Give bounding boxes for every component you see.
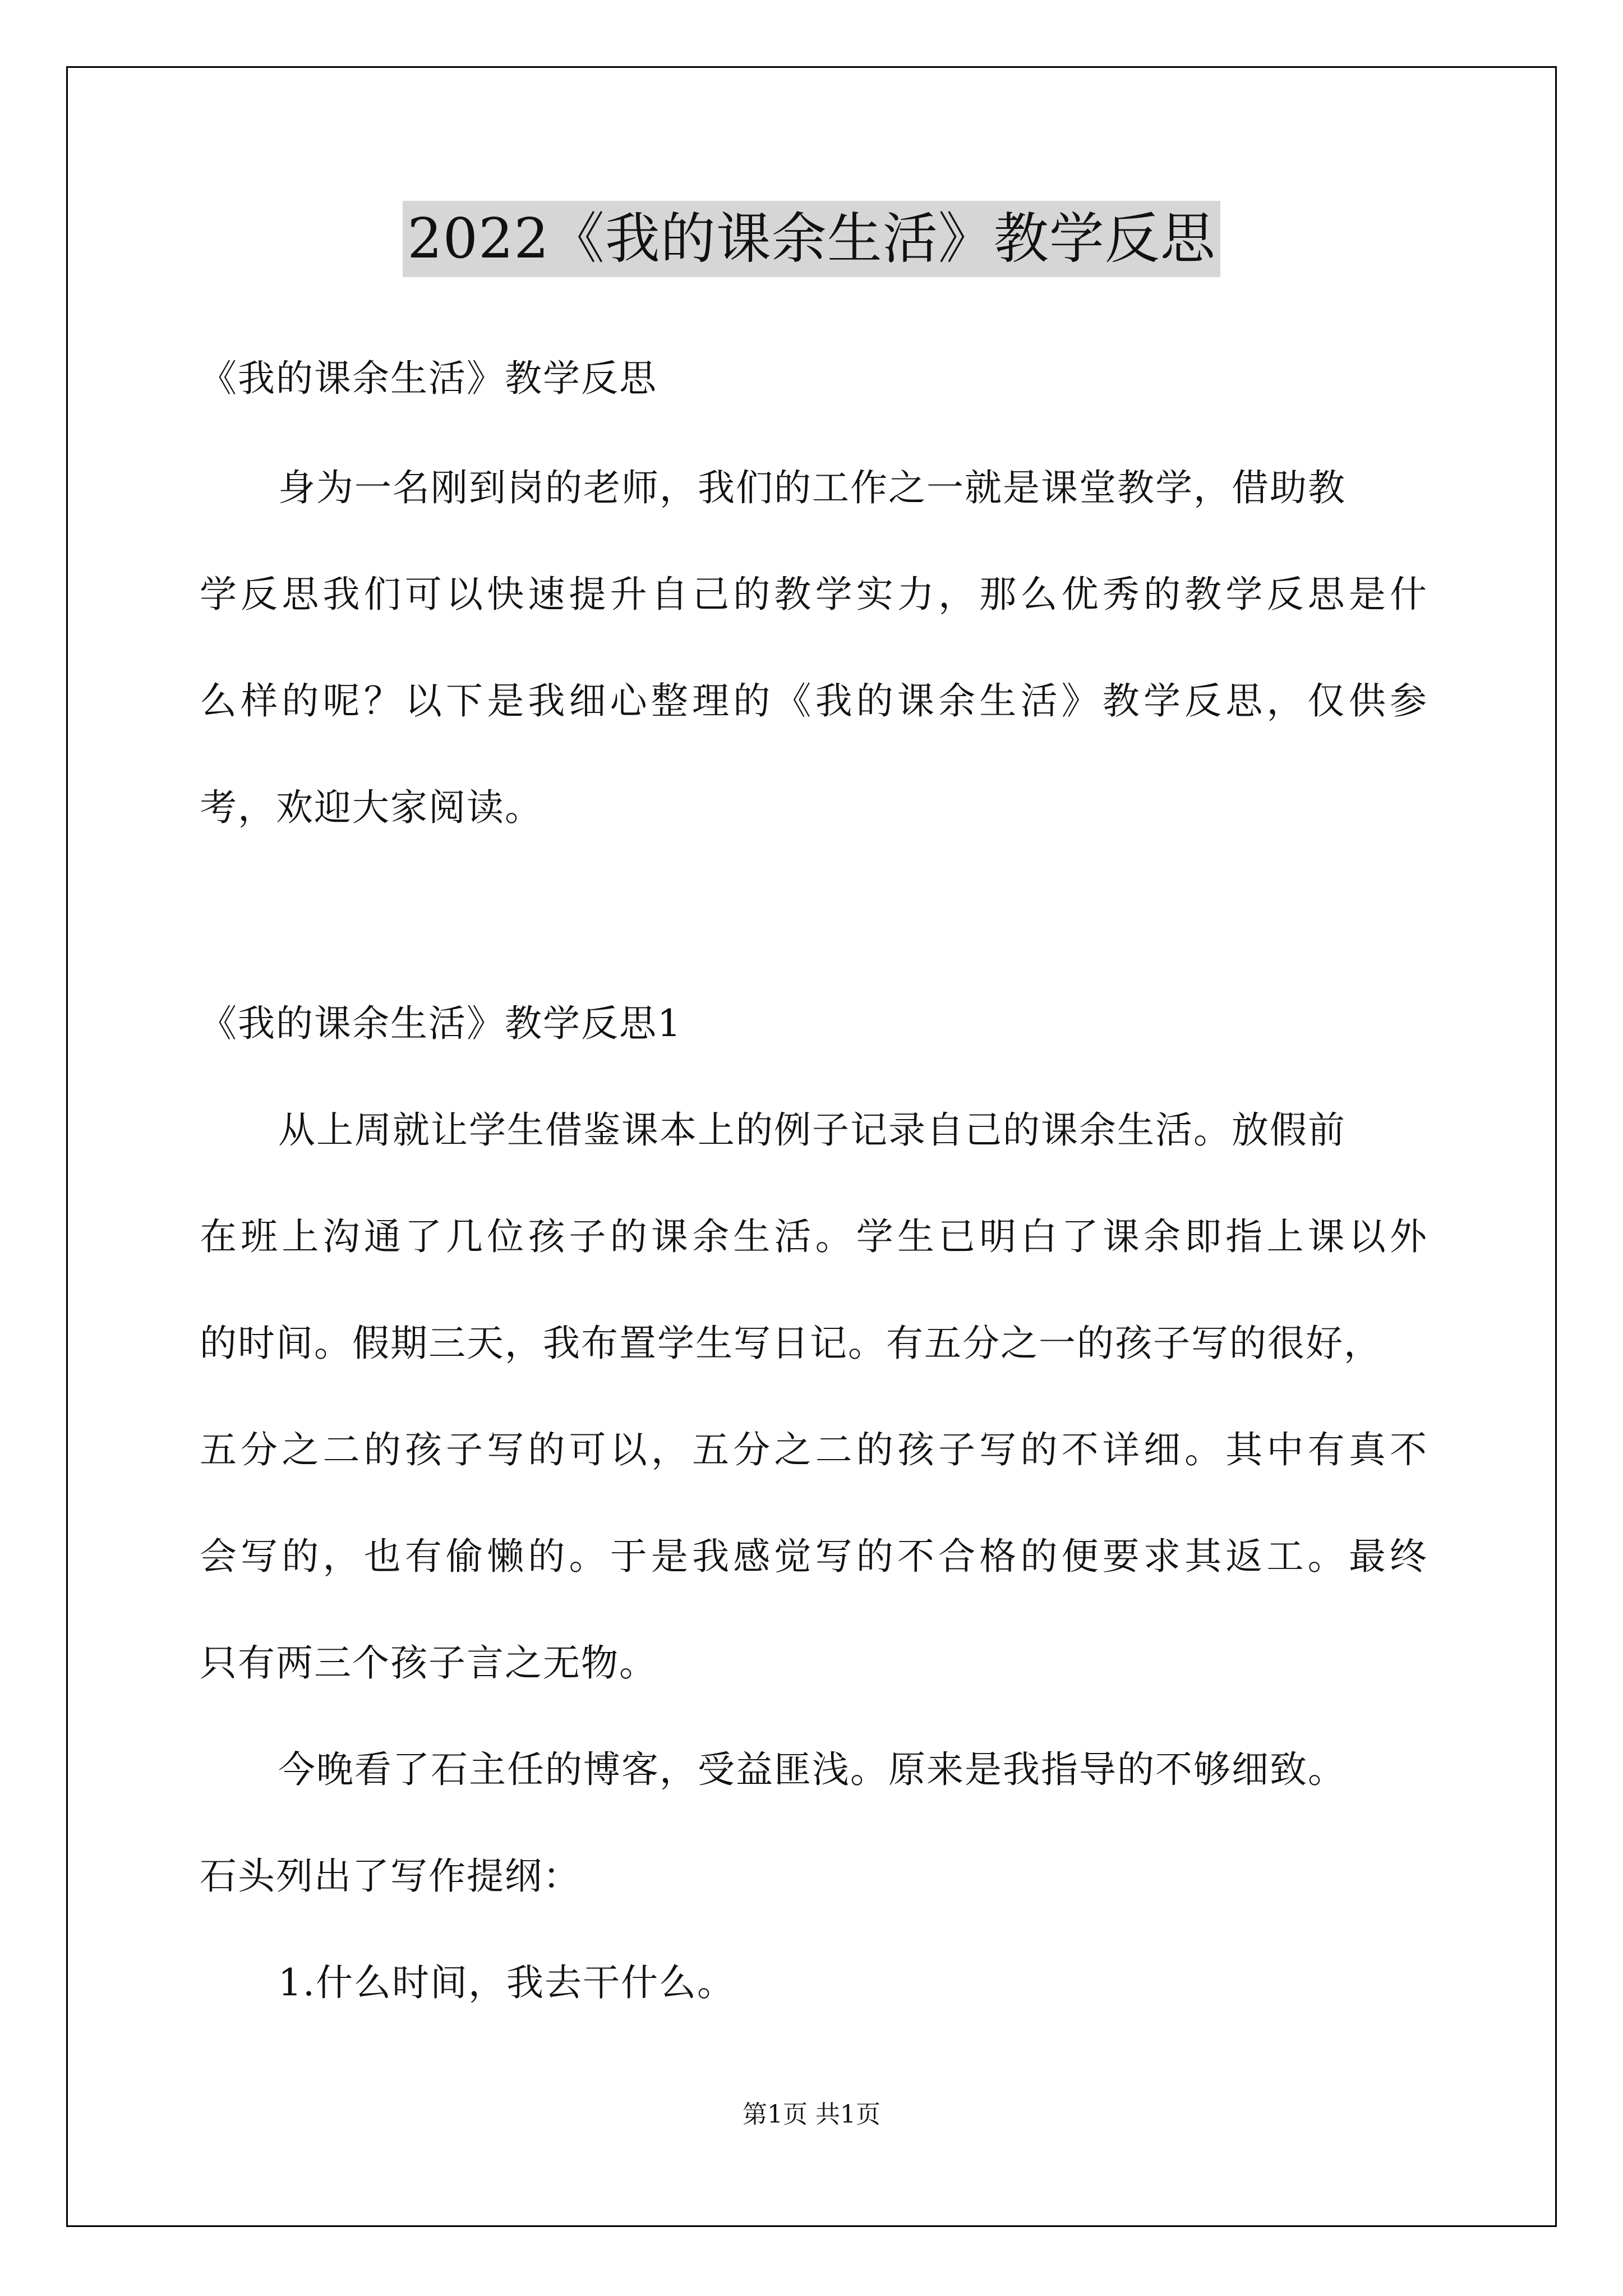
paragraph-line: 考，欢迎大家阅读。 xyxy=(200,786,543,829)
subtitle: 《我的课余生活》教学反思 xyxy=(200,357,657,400)
paragraph-line: 只有两三个孩子言之无物。 xyxy=(200,1641,657,1685)
paragraph-line: 身为一名刚到岗的老师，我们的工作之一就是课堂教学，借助教 xyxy=(278,466,1346,509)
paragraph-line: 的时间。假期三天，我布置学生写日记。有五分之一的孩子写的很好， xyxy=(200,1322,1382,1365)
paragraph-line: 么样的呢？以下是我细心整理的《我的课余生活》教学反思，仅供参 xyxy=(200,679,1428,723)
paragraph-line: 会写的，也有偷懒的。于是我感觉写的不合格的便要求其返工。最终 xyxy=(200,1535,1428,1578)
list-item: 1.什么时间，我去干什么。 xyxy=(278,1961,735,2004)
paragraph-line: 石头列出了写作提纲： xyxy=(200,1855,581,1898)
section-heading: 《我的课余生活》教学反思1 xyxy=(200,1002,682,1045)
paragraph-line: 在班上沟通了几位孩子的课余生活。学生已明白了课余即指上课以外 xyxy=(200,1215,1428,1258)
document-title: 2022《我的课余生活》教学反思 xyxy=(403,201,1220,277)
page-footer: 第1页 共1页 xyxy=(743,2100,880,2129)
paragraph-line: 从上周就让学生借鉴课本上的例子记录自己的课余生活。放假前 xyxy=(278,1108,1346,1152)
paragraph-line: 学反思我们可以快速提升自己的教学实力，那么优秀的教学反思是什 xyxy=(200,573,1428,616)
paragraph-line: 五分之二的孩子写的可以，五分之二的孩子写的不详细。其中有真不 xyxy=(200,1428,1428,1471)
paragraph-line: 今晚看了石主任的博客，受益匪浅。原来是我指导的不够细致。 xyxy=(278,1748,1346,1791)
title-container xyxy=(0,201,1623,277)
